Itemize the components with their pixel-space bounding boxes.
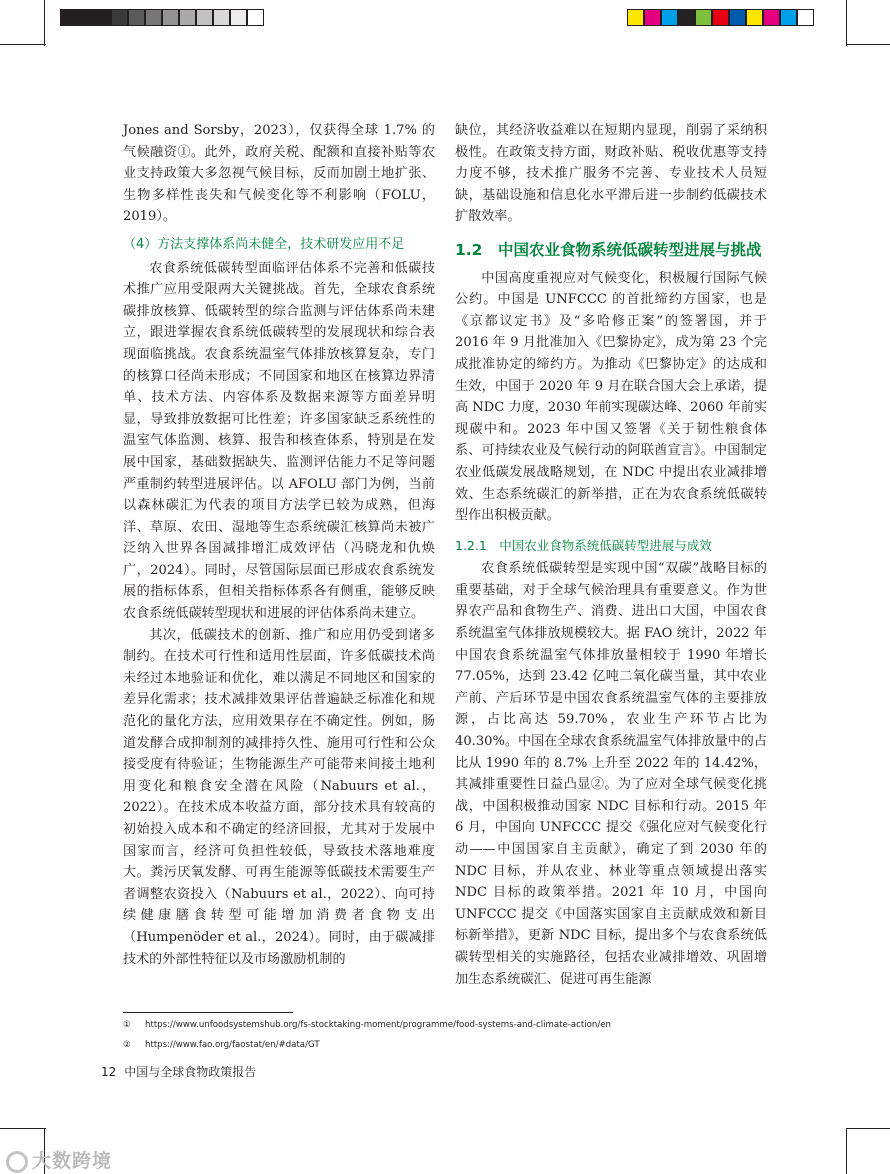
crop-mark-tr-h — [846, 44, 890, 45]
footnote-number: ① — [123, 1020, 131, 1030]
page-footer — [101, 1063, 256, 1080]
footnote-number: ② — [123, 1040, 131, 1050]
crop-mark-br-h — [846, 1128, 890, 1129]
left-column — [123, 120, 435, 970]
crop-mark-br-v — [846, 1128, 847, 1174]
right-column — [455, 120, 767, 990]
color-swatch — [797, 9, 814, 26]
color-swatch — [746, 9, 763, 26]
section-heading: 1.2 中国农业食物系统低碳转型进展与挑战 — [455, 240, 762, 259]
footnote-url: https://www.unfoodsystemshub.org/fs-stocktaking-moment/programme/food-systems-and-climate-action/en — [145, 1020, 611, 1030]
crop-mark-tl-h — [0, 44, 46, 45]
watermark-text: 大数跨境 — [32, 1150, 113, 1172]
paragraph: 农食系统低碳转型是实现中国“双碳”战略目标的重要基础，对于全球气候治理具有重要意义。作为世界农产品和食物生产、消费、进出口大国，中国农食系统温室气体排放规模较大。据 FAO 统计，2022 年中国农食系统温室气体排放量相较于 1990 年增长 77.05%，达到 23.42 亿吨二氧化碳当量，其中农业产前、产后环节是中国农食系统温室气体的主要排放源，占比高达 59.70%，农业生产环节占比为 40.30%。中国在全球农食系统温室气体排放量中的占比从 1990 年的 8.7% 上升至 2022 年的 14.42%，其减排重要性日益凸显②。为了应对全球气候变化挑战，中国积极推动国家 NDC 目标和行动。2015 年 6 月，中国向 UNFCCC 提交《强化应对气候变化行动——中国国家自主贡献》，确定了到 2030 年的 NDC 目标，并从农业、林业等重点领域提出落实 NDC 目标的政策举措。2021 年 10 月，中国向 UNFCCC 提交《中国落实国家自主贡献成效和新目标新举措》，更新 NDC 目标，提出多个与农食系统低碳转型相关的实施路径，包括农业减排增效、巩固增加生态系统碳汇、促进可再生能源 — [455, 561, 767, 987]
footnote — [123, 1040, 320, 1050]
grayscale-calibration-bar — [60, 9, 264, 26]
grayscale-swatch — [162, 9, 179, 26]
grayscale-swatch — [230, 9, 247, 26]
crop-mark-tr-v — [846, 0, 847, 46]
grayscale-swatch — [94, 9, 111, 26]
subsection-heading: 1.2.1 中国农业食物系统低碳转型进展与成效 — [455, 537, 712, 553]
grayscale-swatch — [111, 9, 128, 26]
color-swatch — [627, 9, 644, 26]
report-title: 中国与全球食物政策报告 — [124, 1065, 257, 1079]
color-swatch — [644, 9, 661, 26]
footnote-rule — [123, 1012, 293, 1013]
color-swatch — [763, 9, 780, 26]
footnote — [123, 1020, 611, 1030]
grayscale-swatch — [247, 9, 264, 26]
subheading: （4）方法支撑体系尚未健全，技术研发应用不足 — [123, 236, 405, 252]
grayscale-swatch — [77, 9, 94, 26]
grayscale-swatch — [128, 9, 145, 26]
watermark — [6, 1146, 112, 1173]
paragraph: 其次，低碳技术的创新、推广和应用仍受到诸多制约。在技术可行性和适用性层面，许多低碳技术尚未经过本地验证和优化，难以满足不同地区和国家的差异化需求；技术减排效果评估普遍缺乏标准化和规范化的量化方法，应用效果存在不确定性。例如，肠道发酵合成抑制剂的减排持久性、施用可行性和公众接受度有待验证；生物能源生产可能带来间接土地利用变化和粮食安全潜在风险（Nabuurs et al.，2022）。在技术成本收益方面，部分技术具有较高的初始投入成本和不确定的经济回报，尤其对于发展中国家而言，经济可负担性较低，导致技术落地难度大。粪污厌氧发酵、可再生能源等低碳技术需要生产者调整农资投入（Nabuurs et al.，2022）、向可持续健康膳食转型可能增加消费者食物支出（Humpenöder et al.，2024）。同时，由于碳减排技术的外部性特征以及市场激励机制的 — [123, 627, 435, 967]
paragraph: 农食系统低碳转型面临评估体系不完善和低碳技术推广应用受限两大关键挑战。首先，全球农食系统碳排放核算、低碳转型的综合监测与评估体系尚未建立，跟进掌握农食系统低碳转型的发展现状和综合表现面临挑战。农食系统温室气体排放核算复杂，专门的核算口径尚未形成；不同国家和地区在核算边界清单、技术方法、内容体系及数据来源等方面差异明显，导致排放数据可比性差；许多国家缺乏系统性的温室气体监测、核算、报告和核查体系，特别是在发展中国家，基础数据缺失、监测评估能力不足等问题严重制约转型进展评估。以 AFOLU 部门为例，当前以森林碳汇为代表的项目方法学已较为成熟，但海洋、草原、农田、湿地等生态系统碳汇核算尚未被广泛纳入世界各国减排增汇成效评估（冯晓龙和仇焕广，2024）。同时，尽管国际层面已形成农食系统发展的指标体系，但相关指标体系各有侧重，能够反映农食系统低碳转型现状和进展的评估体系尚未建立。 — [123, 260, 435, 622]
color-swatch — [729, 9, 746, 26]
paragraph: 中国高度重视应对气候变化，积极履行国际气候公约。中国是 UNFCCC 的首批缔约方国家，也是《京都议定书》及“多哈修正案”的签署国，并于 2016 年 9 月批准加入《巴黎协定》，成为第 23 个完成批准协定的缔约方。为推动《巴黎协定》的达成和生效，中国于 2020 年 9 月在联合国大会上承诺，提高 NDC 力度，2030 年前实现碳达峰、2060 年前实现碳中和。2023 年中国又签署《关于韧性粮食体系、可持续农业及气候行动的阿联酋宣言》。中国制定农业低碳发展战略规划，在 NDC 中提出农业减排增效、生态系统碳汇的新举措，正在为农食系统低碳转型作出积极贡献。 — [455, 270, 767, 524]
grayscale-swatch — [213, 9, 230, 26]
paragraph: 缺位，其经济收益难以在短期内显现，削弱了采纳积极性。在政策支持方面，财政补贴、税收优惠等支持力度不够，技术推广服务不完善、专业技术人员短缺，基础设施和信息化水平滞后进一步制约低碳技术扩散效率。 — [455, 123, 767, 225]
grayscale-swatch — [196, 9, 213, 26]
color-swatch — [780, 9, 797, 26]
crop-mark-tl-v — [44, 0, 45, 46]
color-swatch — [678, 9, 695, 26]
color-calibration-bar — [627, 9, 814, 26]
page-number: 12 — [101, 1065, 117, 1079]
paragraph: Jones and Sorsby，2023），仅获得全球 1.7% 的气候融资①。此外，政府关税、配额和直接补贴等农业支持政策大多忽视气候目标，反而加剧土地扩张、生物多样性丧失和气候变化等不利影响（FOLU，2019）。 — [123, 123, 435, 225]
crop-mark-bl-h — [0, 1128, 46, 1129]
grayscale-swatch — [145, 9, 162, 26]
color-swatch — [661, 9, 678, 26]
grayscale-swatch — [60, 9, 77, 26]
footnote-url: https://www.fao.org/faostat/en/#data/GT — [145, 1040, 320, 1050]
watermark-logo-icon — [6, 1151, 28, 1173]
color-swatch — [712, 9, 729, 26]
grayscale-swatch — [179, 9, 196, 26]
color-swatch — [695, 9, 712, 26]
